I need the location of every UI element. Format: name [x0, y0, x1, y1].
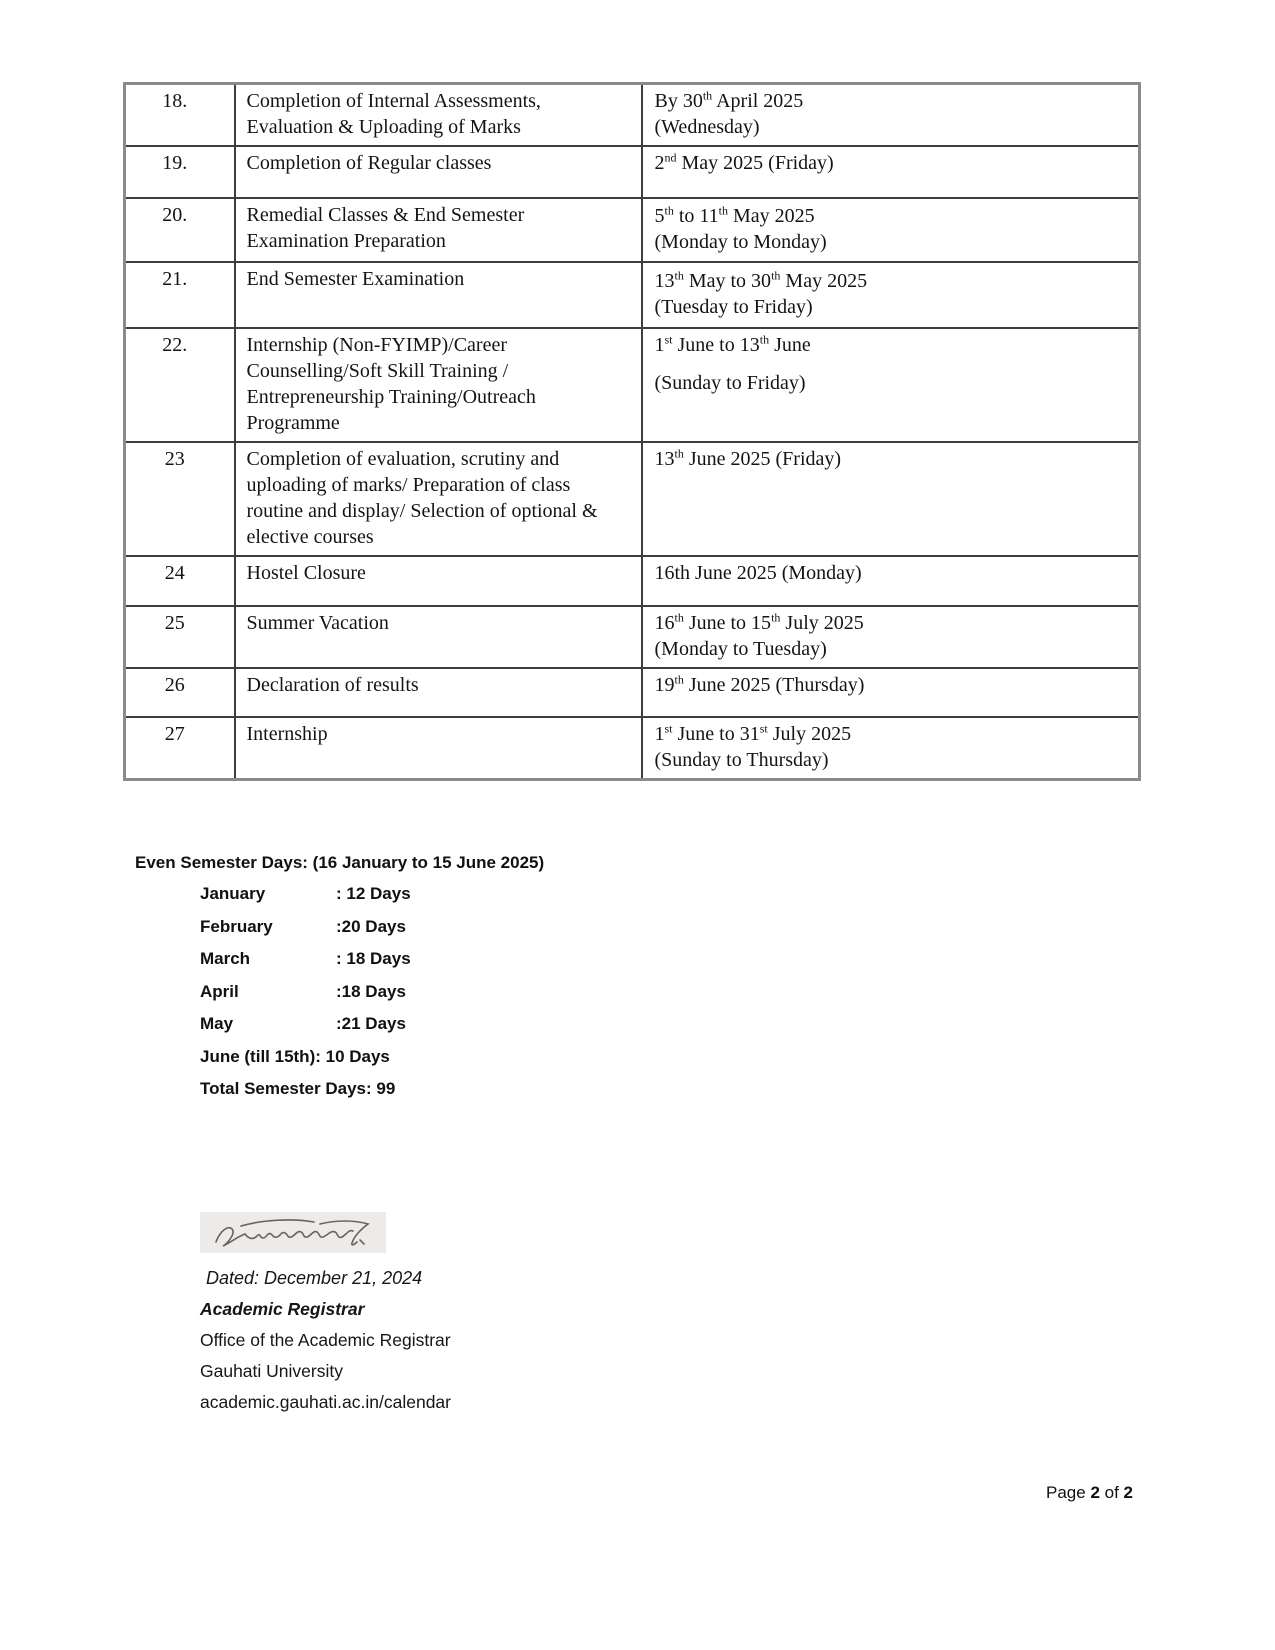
row-task: Summer Vacation	[235, 606, 642, 668]
page-number	[1046, 1483, 1133, 1503]
month-label: February	[200, 916, 273, 936]
total-days-line: Total Semester Days: 99	[200, 1079, 396, 1098]
row-task: Completion of evaluation, scrutiny and uploading of marks/ Preparation of class routine and display/ Selection of optional & elective courses	[235, 442, 642, 556]
table-row	[125, 146, 1140, 198]
signature-image	[200, 1212, 386, 1253]
row-date: 16th June to 15th July 2025 (Monday to Tuesday)	[642, 606, 1140, 668]
row-date: 5th to 11th May 2025 (Monday to Monday)	[642, 198, 1140, 262]
row-task: Hostel Closure	[235, 556, 642, 606]
page-number-prefix: Page	[1046, 1483, 1091, 1502]
row-task: Completion of Internal Assessments, Evaluation & Uploading of Marks	[235, 84, 642, 147]
row-task: Declaration of results	[235, 668, 642, 717]
row-number: 25	[125, 606, 235, 668]
row-number: 23	[125, 442, 235, 556]
table-row	[125, 556, 1140, 606]
office-line: Office of the Academic Registrar	[200, 1330, 451, 1350]
row-number: 21.	[125, 262, 235, 328]
university-line: Gauhati University	[200, 1361, 343, 1381]
row-date: 16th June 2025 (Monday)	[642, 556, 1140, 606]
row-number: 24	[125, 556, 235, 606]
month-days-value: :20 Days	[336, 916, 406, 936]
month-days-value: :21 Days	[336, 1014, 406, 1033]
table-row	[125, 668, 1140, 717]
month-label: January	[200, 884, 266, 903]
table-row	[125, 328, 1140, 442]
row-date: 2nd May 2025 (Friday)	[642, 146, 1140, 198]
row-number: 19.	[125, 146, 235, 198]
row-date: 13th May to 30th May 2025 (Tuesday to Friday)	[642, 262, 1140, 328]
page-number-current: 2	[1090, 1483, 1100, 1502]
table-row	[125, 198, 1140, 262]
table-row	[125, 442, 1140, 556]
row-task: Completion of Regular classes	[235, 146, 642, 198]
row-date: 19th June 2025 (Thursday)	[642, 668, 1140, 717]
table-row	[125, 262, 1140, 328]
june-days-line: June (till 15th): 10 Days	[200, 1046, 390, 1066]
row-task: End Semester Examination	[235, 262, 642, 328]
row-number: 27	[125, 717, 235, 780]
month-days-row	[200, 911, 544, 944]
row-task: Internship (Non-FYIMP)/Career Counselling/Soft Skill Training / Entrepreneurship Training/Outreach Programme	[235, 328, 642, 442]
month-days-row	[200, 1008, 544, 1041]
row-number: 20.	[125, 198, 235, 262]
semester-days-heading: Even Semester Days: (16 January to 15 June 2025)	[135, 853, 545, 872]
table-row	[125, 84, 1140, 147]
table-row	[125, 606, 1140, 668]
row-number: 26	[125, 668, 235, 717]
registrar-role: Academic Registrar	[200, 1299, 365, 1319]
month-days-value: : 18 Days	[336, 949, 411, 968]
academic-calendar-table	[123, 82, 1138, 781]
row-date: 1st June to 31st July 2025 (Sunday to Thursday)	[642, 717, 1140, 780]
calendar-url: academic.gauhati.ac.in/calendar	[200, 1392, 451, 1412]
row-date: 1st June to 13th June (Sunday to Friday)	[642, 328, 1140, 442]
row-date: 13th June 2025 (Friday)	[642, 442, 1140, 556]
page-number-of: of	[1099, 1483, 1124, 1502]
month-label: April	[200, 981, 239, 1001]
table-row	[125, 717, 1140, 780]
row-number: 22.	[125, 328, 235, 442]
row-date: By 30th April 2025 (Wednesday)	[642, 84, 1140, 147]
row-number: 18.	[125, 84, 235, 147]
month-days-row	[200, 976, 544, 1009]
signature-scribble	[200, 1212, 386, 1253]
month-days-value: :18 Days	[336, 981, 406, 1001]
month-label: May	[200, 1014, 234, 1033]
row-task: Internship	[235, 717, 642, 780]
month-days-row	[200, 878, 544, 911]
dated-line: Dated: December 21, 2024	[206, 1268, 423, 1288]
month-label: March	[200, 949, 251, 968]
month-days-row	[200, 943, 544, 976]
semester-days-list	[200, 878, 544, 1106]
page-number-total: 2	[1123, 1483, 1133, 1502]
month-days-value: : 12 Days	[336, 884, 411, 903]
row-task: Remedial Classes & End Semester Examination Preparation	[235, 198, 642, 262]
signature-block	[200, 1212, 451, 1418]
semester-days-section	[135, 848, 544, 1106]
